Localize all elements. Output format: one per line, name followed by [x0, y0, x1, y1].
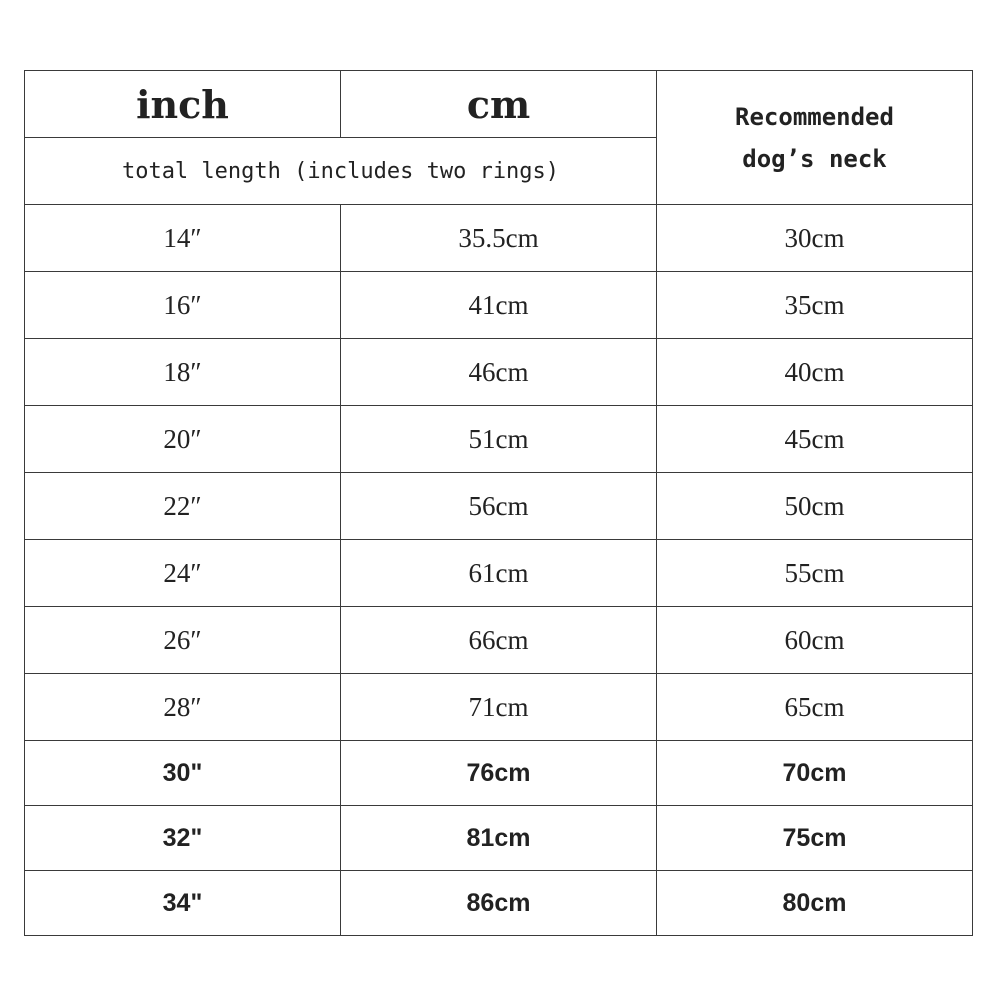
neck-cell: 70cm [657, 741, 973, 806]
total-length-subheader: total length (includes two rings) [25, 138, 657, 205]
neck-cell: 65cm [657, 674, 973, 741]
neck-cell: 60cm [657, 607, 973, 674]
neck-cell: 35cm [657, 272, 973, 339]
inch-cell: 14″ [25, 205, 341, 272]
neck-cell: 30cm [657, 205, 973, 272]
neck-cell: 45cm [657, 406, 973, 473]
table-row [25, 272, 973, 339]
neck-header-line1: Recommended [735, 102, 894, 131]
cm-cell: 46cm [341, 339, 657, 406]
inch-cell: 26″ [25, 607, 341, 674]
inch-cell: 34" [25, 871, 341, 936]
neck-cell: 75cm [657, 806, 973, 871]
cm-cell: 41cm [341, 272, 657, 339]
cm-header: cm [341, 71, 657, 138]
cm-cell: 76cm [341, 741, 657, 806]
table-row [25, 205, 973, 272]
neck-header-line2: dog’s neck [742, 144, 887, 173]
inch-cell: 20″ [25, 406, 341, 473]
neck-cell: 50cm [657, 473, 973, 540]
cm-cell: 81cm [341, 806, 657, 871]
inch-cell: 32" [25, 806, 341, 871]
table-row [25, 871, 973, 936]
cm-cell: 66cm [341, 607, 657, 674]
table-row [25, 741, 973, 806]
table-row [25, 806, 973, 871]
cm-cell: 86cm [341, 871, 657, 936]
table-row [25, 607, 973, 674]
table-row [25, 473, 973, 540]
inch-cell: 16″ [25, 272, 341, 339]
cm-cell: 61cm [341, 540, 657, 607]
table-row [25, 540, 973, 607]
size-chart-table [24, 70, 973, 936]
neck-cell: 80cm [657, 871, 973, 936]
header-row [25, 71, 973, 138]
neck-cell: 55cm [657, 540, 973, 607]
inch-cell: 22″ [25, 473, 341, 540]
cm-cell: 71cm [341, 674, 657, 741]
inch-cell: 24″ [25, 540, 341, 607]
inch-cell: 28″ [25, 674, 341, 741]
table-row [25, 406, 973, 473]
table-row [25, 674, 973, 741]
cm-cell: 51cm [341, 406, 657, 473]
table-row [25, 339, 973, 406]
inch-cell: 30" [25, 741, 341, 806]
neck-cell: 40cm [657, 339, 973, 406]
recommended-neck-header [657, 71, 973, 205]
cm-cell: 35.5cm [341, 205, 657, 272]
inch-header: inch [25, 71, 341, 138]
inch-cell: 18″ [25, 339, 341, 406]
cm-cell: 56cm [341, 473, 657, 540]
